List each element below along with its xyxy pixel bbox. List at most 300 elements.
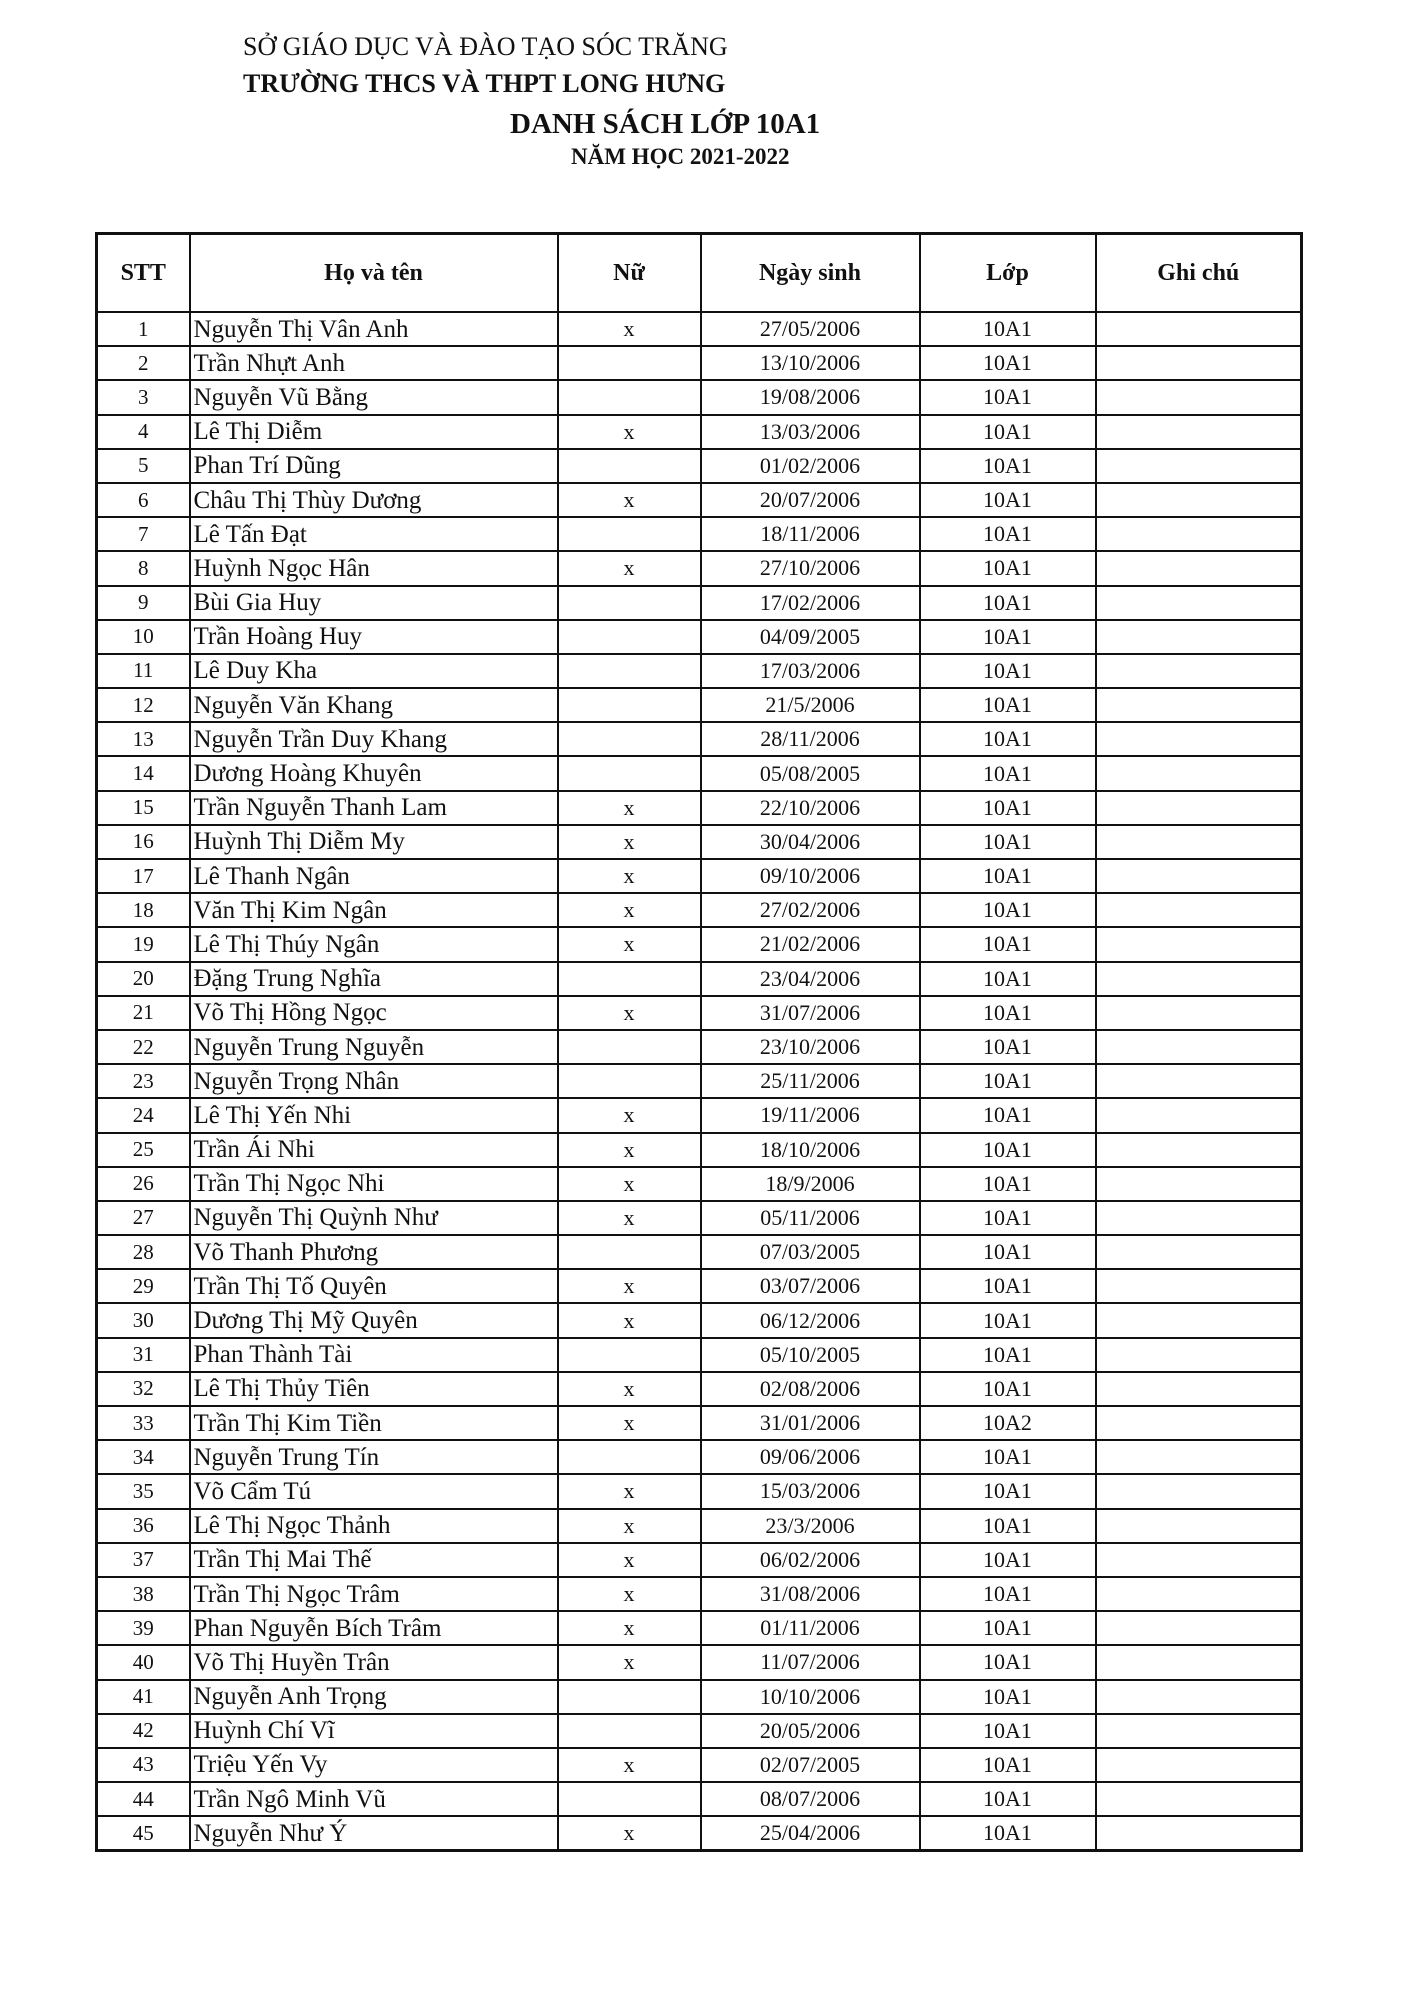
column-header-class: Lớp [920,234,1096,313]
table-row [97,1543,1302,1577]
table-row [97,1577,1302,1611]
cell-female: x [558,483,701,517]
cell-name: Trần Thị Ngọc Trâm [190,1577,558,1611]
cell-stt: 23 [97,1064,190,1098]
cell-stt: 2 [97,346,190,380]
cell-class: 10A1 [920,1816,1096,1851]
cell-name: Lê Thị Thủy Tiên [190,1372,558,1406]
cell-name: Nguyễn Thị Vân Anh [190,312,558,346]
cell-stt: 18 [97,893,190,927]
cell-stt: 40 [97,1645,190,1679]
cell-name: Lê Thị Thúy Ngân [190,927,558,961]
cell-stt: 36 [97,1509,190,1543]
cell-note [1096,859,1302,893]
table-row [97,1201,1302,1235]
cell-dob: 05/08/2005 [701,756,920,790]
column-header-note: Ghi chú [1096,234,1302,313]
cell-stt: 16 [97,825,190,859]
cell-stt: 19 [97,927,190,961]
cell-dob: 17/02/2006 [701,586,920,620]
cell-class: 10A1 [920,1372,1096,1406]
column-header-female: Nữ [558,234,701,313]
cell-class: 10A1 [920,688,1096,722]
cell-female: x [558,1406,701,1440]
cell-class: 10A1 [920,893,1096,927]
cell-dob: 31/07/2006 [701,996,920,1030]
table-body [97,312,1302,1851]
table-row [97,346,1302,380]
cell-name: Triệu Yến Vy [190,1748,558,1782]
column-header-dob: Ngày sinh [701,234,920,313]
cell-name: Lê Tấn Đạt [190,517,558,551]
cell-note [1096,1133,1302,1167]
cell-note [1096,825,1302,859]
cell-dob: 06/02/2006 [701,1543,920,1577]
cell-stt: 35 [97,1474,190,1508]
cell-dob: 18/10/2006 [701,1133,920,1167]
cell-dob: 15/03/2006 [701,1474,920,1508]
cell-name: Võ Thị Hồng Ngọc [190,996,558,1030]
cell-female [558,654,701,688]
cell-class: 10A1 [920,791,1096,825]
cell-name: Lê Thị Yến Nhi [190,1098,558,1132]
cell-dob: 09/06/2006 [701,1440,920,1474]
cell-class: 10A1 [920,1167,1096,1201]
cell-class: 10A1 [920,483,1096,517]
cell-class: 10A1 [920,449,1096,483]
cell-dob: 20/05/2006 [701,1714,920,1748]
cell-female: x [558,1816,701,1851]
cell-note [1096,1098,1302,1132]
cell-stt: 10 [97,620,190,654]
cell-dob: 09/10/2006 [701,859,920,893]
cell-note [1096,756,1302,790]
cell-stt: 27 [97,1201,190,1235]
cell-dob: 25/11/2006 [701,1064,920,1098]
document-title: DANH SÁCH LỚP 10A1 [510,108,821,140]
cell-note [1096,1645,1302,1679]
table-row [97,1714,1302,1748]
cell-note [1096,380,1302,414]
column-header-stt: STT [97,234,190,313]
cell-class: 10A1 [920,1680,1096,1714]
table-row [97,312,1302,346]
cell-name: Bùi Gia Huy [190,586,558,620]
table-row [97,1303,1302,1337]
cell-dob: 08/07/2006 [701,1782,920,1816]
cell-stt: 14 [97,756,190,790]
cell-class: 10A1 [920,1064,1096,1098]
cell-note [1096,1543,1302,1577]
cell-female [558,1338,701,1372]
cell-class: 10A1 [920,586,1096,620]
table-row [97,1440,1302,1474]
cell-name: Huỳnh Chí Vĩ [190,1714,558,1748]
cell-note [1096,688,1302,722]
cell-stt: 34 [97,1440,190,1474]
cell-dob: 27/02/2006 [701,893,920,927]
cell-class: 10A1 [920,1440,1096,1474]
cell-female: x [558,1645,701,1679]
cell-class: 10A1 [920,380,1096,414]
cell-class: 10A1 [920,415,1096,449]
table-row [97,620,1302,654]
cell-class: 10A1 [920,1133,1096,1167]
table-row [97,1611,1302,1645]
cell-stt: 28 [97,1235,190,1269]
cell-class: 10A1 [920,756,1096,790]
cell-stt: 21 [97,996,190,1030]
cell-note [1096,996,1302,1030]
cell-class: 10A1 [920,1030,1096,1064]
cell-name: Văn Thị Kim Ngân [190,893,558,927]
cell-name: Huỳnh Ngọc Hân [190,551,558,585]
table-row [97,1064,1302,1098]
cell-class: 10A1 [920,654,1096,688]
table-row [97,1372,1302,1406]
cell-dob: 07/03/2005 [701,1235,920,1269]
cell-female: x [558,1098,701,1132]
table-row [97,756,1302,790]
cell-class: 10A1 [920,1474,1096,1508]
cell-female: x [558,1748,701,1782]
cell-class: 10A1 [920,551,1096,585]
cell-female [558,517,701,551]
cell-female [558,620,701,654]
cell-dob: 05/11/2006 [701,1201,920,1235]
cell-name: Nguyễn Anh Trọng [190,1680,558,1714]
cell-name: Nguyễn Vũ Bằng [190,380,558,414]
cell-dob: 22/10/2006 [701,791,920,825]
cell-class: 10A1 [920,1714,1096,1748]
cell-name: Lê Thị Diễm [190,415,558,449]
cell-name: Châu Thị Thùy Dương [190,483,558,517]
cell-stt: 26 [97,1167,190,1201]
table-row [97,688,1302,722]
cell-stt: 11 [97,654,190,688]
cell-stt: 15 [97,791,190,825]
table-row [97,1509,1302,1543]
school-year: NĂM HỌC 2021-2022 [571,144,790,169]
cell-name: Trần Thị Kim Tiền [190,1406,558,1440]
cell-stt: 30 [97,1303,190,1337]
table-row [97,1782,1302,1816]
table-row [97,722,1302,756]
class-list-table [95,232,1303,1852]
cell-stt: 43 [97,1748,190,1782]
table-row [97,1474,1302,1508]
cell-stt: 8 [97,551,190,585]
cell-dob: 06/12/2006 [701,1303,920,1337]
cell-note [1096,1201,1302,1235]
cell-stt: 20 [97,962,190,996]
cell-dob: 17/03/2006 [701,654,920,688]
cell-dob: 23/3/2006 [701,1509,920,1543]
cell-female [558,756,701,790]
cell-stt: 1 [97,312,190,346]
table-row [97,1098,1302,1132]
cell-female [558,1782,701,1816]
table-row [97,1680,1302,1714]
table-row [97,1816,1302,1851]
cell-female: x [558,825,701,859]
cell-note [1096,1714,1302,1748]
cell-note [1096,791,1302,825]
cell-female [558,449,701,483]
cell-female: x [558,1577,701,1611]
cell-stt: 25 [97,1133,190,1167]
cell-female [558,688,701,722]
cell-dob: 11/07/2006 [701,1645,920,1679]
cell-class: 10A1 [920,1645,1096,1679]
cell-class: 10A1 [920,962,1096,996]
cell-class: 10A1 [920,722,1096,756]
cell-note [1096,1030,1302,1064]
cell-dob: 19/08/2006 [701,380,920,414]
cell-female: x [558,1167,701,1201]
cell-class: 10A1 [920,1577,1096,1611]
cell-note [1096,620,1302,654]
cell-female: x [558,927,701,961]
cell-female: x [558,551,701,585]
cell-female: x [558,859,701,893]
cell-note [1096,1235,1302,1269]
cell-stt: 9 [97,586,190,620]
cell-note [1096,1338,1302,1372]
cell-name: Trần Ái Nhi [190,1133,558,1167]
cell-stt: 22 [97,1030,190,1064]
table-row [97,791,1302,825]
cell-dob: 05/10/2005 [701,1338,920,1372]
cell-note [1096,654,1302,688]
cell-class: 10A1 [920,1748,1096,1782]
cell-class: 10A1 [920,1338,1096,1372]
cell-dob: 30/04/2006 [701,825,920,859]
table-row [97,449,1302,483]
cell-dob: 31/08/2006 [701,1577,920,1611]
cell-class: 10A1 [920,1235,1096,1269]
cell-name: Võ Thị Huyền Trân [190,1645,558,1679]
cell-note [1096,722,1302,756]
cell-note [1096,1372,1302,1406]
cell-class: 10A1 [920,1782,1096,1816]
cell-class: 10A2 [920,1406,1096,1440]
table-row [97,380,1302,414]
cell-note [1096,1064,1302,1098]
cell-stt: 6 [97,483,190,517]
cell-female: x [558,1474,701,1508]
cell-class: 10A1 [920,859,1096,893]
cell-female: x [558,415,701,449]
table-row [97,517,1302,551]
table-row [97,1235,1302,1269]
table-row [97,551,1302,585]
cell-dob: 02/07/2005 [701,1748,920,1782]
cell-stt: 29 [97,1269,190,1303]
cell-female [558,380,701,414]
cell-stt: 13 [97,722,190,756]
table-row [97,415,1302,449]
cell-name: Dương Hoàng Khuyên [190,756,558,790]
cell-dob: 23/10/2006 [701,1030,920,1064]
table-row [97,996,1302,1030]
cell-note [1096,1748,1302,1782]
cell-name: Võ Thanh Phương [190,1235,558,1269]
table-row [97,1406,1302,1440]
cell-female: x [558,791,701,825]
cell-stt: 17 [97,859,190,893]
cell-stt: 41 [97,1680,190,1714]
cell-note [1096,1269,1302,1303]
cell-name: Phan Thành Tài [190,1338,558,1372]
cell-stt: 31 [97,1338,190,1372]
cell-female [558,1440,701,1474]
cell-name: Trần Ngô Minh Vũ [190,1782,558,1816]
cell-stt: 5 [97,449,190,483]
cell-name: Trần Thị Tố Quyên [190,1269,558,1303]
cell-note [1096,1167,1302,1201]
cell-name: Trần Nhựt Anh [190,346,558,380]
cell-female [558,1064,701,1098]
cell-stt: 12 [97,688,190,722]
cell-class: 10A1 [920,1201,1096,1235]
cell-class: 10A1 [920,620,1096,654]
cell-dob: 01/11/2006 [701,1611,920,1645]
cell-dob: 27/10/2006 [701,551,920,585]
cell-note [1096,449,1302,483]
cell-note [1096,346,1302,380]
cell-female: x [558,1201,701,1235]
cell-name: Huỳnh Thị Diễm My [190,825,558,859]
cell-name: Trần Nguyễn Thanh Lam [190,791,558,825]
cell-female [558,722,701,756]
cell-dob: 10/10/2006 [701,1680,920,1714]
cell-note [1096,517,1302,551]
cell-stt: 45 [97,1816,190,1851]
cell-dob: 18/9/2006 [701,1167,920,1201]
cell-note [1096,1509,1302,1543]
cell-female [558,586,701,620]
cell-class: 10A1 [920,1098,1096,1132]
cell-class: 10A1 [920,517,1096,551]
cell-female [558,1030,701,1064]
cell-female: x [558,1543,701,1577]
cell-class: 10A1 [920,1269,1096,1303]
cell-female [558,346,701,380]
cell-stt: 24 [97,1098,190,1132]
cell-note [1096,1816,1302,1851]
cell-name: Phan Nguyễn Bích Trâm [190,1611,558,1645]
cell-female: x [558,1133,701,1167]
cell-name: Lê Thị Ngọc Thảnh [190,1509,558,1543]
cell-name: Võ Cẩm Tú [190,1474,558,1508]
cell-female: x [558,1611,701,1645]
cell-dob: 18/11/2006 [701,517,920,551]
cell-female: x [558,893,701,927]
cell-name: Nguyễn Như Ý [190,1816,558,1851]
cell-female: x [558,1372,701,1406]
cell-name: Đặng Trung Nghĩa [190,962,558,996]
cell-name: Lê Duy Kha [190,654,558,688]
cell-dob: 01/02/2006 [701,449,920,483]
cell-dob: 28/11/2006 [701,722,920,756]
cell-dob: 21/02/2006 [701,927,920,961]
cell-dob: 20/07/2006 [701,483,920,517]
table-row [97,483,1302,517]
cell-dob: 25/04/2006 [701,1816,920,1851]
cell-note [1096,312,1302,346]
table-row [97,1269,1302,1303]
cell-stt: 42 [97,1714,190,1748]
cell-note [1096,1680,1302,1714]
cell-stt: 39 [97,1611,190,1645]
cell-dob: 21/5/2006 [701,688,920,722]
table-row [97,1645,1302,1679]
cell-stt: 4 [97,415,190,449]
cell-female [558,962,701,996]
table-row [97,654,1302,688]
cell-dob: 02/08/2006 [701,1372,920,1406]
cell-class: 10A1 [920,312,1096,346]
cell-class: 10A1 [920,1509,1096,1543]
table-row [97,1167,1302,1201]
cell-note [1096,1782,1302,1816]
cell-note [1096,551,1302,585]
cell-class: 10A1 [920,825,1096,859]
cell-note [1096,1474,1302,1508]
cell-female: x [558,1303,701,1337]
cell-female [558,1235,701,1269]
cell-dob: 04/09/2005 [701,620,920,654]
cell-female: x [558,312,701,346]
cell-note [1096,927,1302,961]
table-row [97,1133,1302,1167]
table-row [97,586,1302,620]
table-row [97,859,1302,893]
cell-note [1096,1611,1302,1645]
cell-note [1096,962,1302,996]
cell-stt: 33 [97,1406,190,1440]
cell-name: Nguyễn Trung Nguyễn [190,1030,558,1064]
cell-name: Nguyễn Trọng Nhân [190,1064,558,1098]
cell-dob: 13/03/2006 [701,415,920,449]
cell-note [1096,1440,1302,1474]
cell-female [558,1714,701,1748]
cell-name: Nguyễn Trần Duy Khang [190,722,558,756]
cell-dob: 19/11/2006 [701,1098,920,1132]
cell-dob: 27/05/2006 [701,312,920,346]
cell-class: 10A1 [920,996,1096,1030]
table-row [97,1338,1302,1372]
cell-female: x [558,1269,701,1303]
cell-female [558,1680,701,1714]
cell-class: 10A1 [920,1611,1096,1645]
table-row [97,825,1302,859]
table-header-row [97,234,1302,313]
table-row [97,962,1302,996]
cell-dob: 13/10/2006 [701,346,920,380]
cell-stt: 38 [97,1577,190,1611]
cell-name: Nguyễn Thị Quỳnh Như [190,1201,558,1235]
table-row [97,1748,1302,1782]
column-header-name: Họ và tên [190,234,558,313]
cell-name: Lê Thanh Ngân [190,859,558,893]
cell-dob: 23/04/2006 [701,962,920,996]
cell-name: Dương Thị Mỹ Quyên [190,1303,558,1337]
cell-note [1096,1303,1302,1337]
cell-note [1096,893,1302,927]
school-name: TRƯỜNG THCS VÀ THPT LONG HƯNG [243,69,726,98]
